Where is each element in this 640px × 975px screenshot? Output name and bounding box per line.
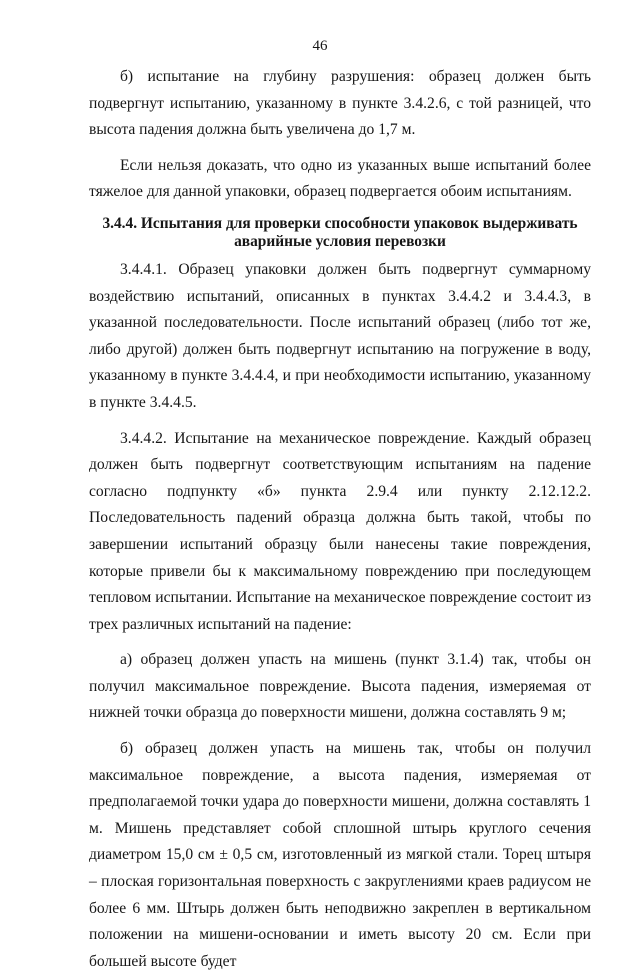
paragraph-drop-test-b: б) образец должен упасть на мишень так, чтобы он получил максимальное повреждение, а высота падения, измеряемая от предполагаемой точки удара до поверхности мишени, должна составлять 1 м. Мишень представляет собой сплошной штырь круглого сечения диаметром 15,0 см ± 0,5 см, изготовленный из мягкой стали. Торец штыря – плоская горизонтальная поверхность с закруглениями краев радиусом не более 6 мм. Штырь должен быть неподвижно закреплен в вертикальном положении на мишени-основании и иметь высоту 20 см. Если при большей высоте будет — [89, 740, 591, 970]
paragraph-destruction-depth-test: б) испытание на глубину разрушения: образец должен быть подвергнут испытанию, указанному в пункте 3.4.2.6, с той разницей, что высота падения должна быть увеличена до 1,7 м. — [89, 68, 591, 139]
paragraph-3-4-4-1: 3.4.4.1. Образец упаковки должен быть подвергнут суммарному воздействию испытаний, описанных в пунктах 3.4.4.2 и 3.4.4.3, в указанной последовательности. После испытаний образец (либо тот же, либо другой) должен быть подвергнут испытанию на погружение в воду, указанному в пункте 3.4.4.4, и при необходимости испытанию, указанному в пункте 3.4.4.5. — [89, 260, 591, 411]
page-number: 46 — [312, 38, 328, 54]
section-heading-line-1: 3.4.4. Испытания для проверки способности упаковок выдерживать — [102, 214, 578, 232]
paragraph-drop-test-a: а) образец должен упасть на мишень (пункт 3.1.4) так, чтобы он получил максимальное повреждение. Высота падения, измеряемая от нижней точки образца до поверхности мишени, должна составлять 9 м; — [89, 651, 591, 722]
section-heading-line-2: аварийные условия перевозки — [234, 232, 446, 250]
paragraph-both-tests: Если нельзя доказать, что одно из указанных выше испытаний более тяжелое для данной упаковки, образец подвергается обоим испытаниям. — [89, 156, 591, 201]
document-body — [89, 64, 591, 975]
section-heading — [89, 215, 591, 251]
paragraph-3-4-4-2: 3.4.4.2. Испытание на механическое повреждение. Каждый образец должен быть подвергнут соответствующим испытаниям на падение согласно подпункту «б» пункта 2.9.4 или пункту 2.12.12.2. Последовательность падений образца должна быть такой, чтобы по завершении испытаний образцу были нанесены такие повреждения, которые привели бы к максимальному повреждению при последующем тепловом испытании. Испытание на механическое повреждение состоит из трех различных испытаний на падение: — [89, 429, 591, 633]
